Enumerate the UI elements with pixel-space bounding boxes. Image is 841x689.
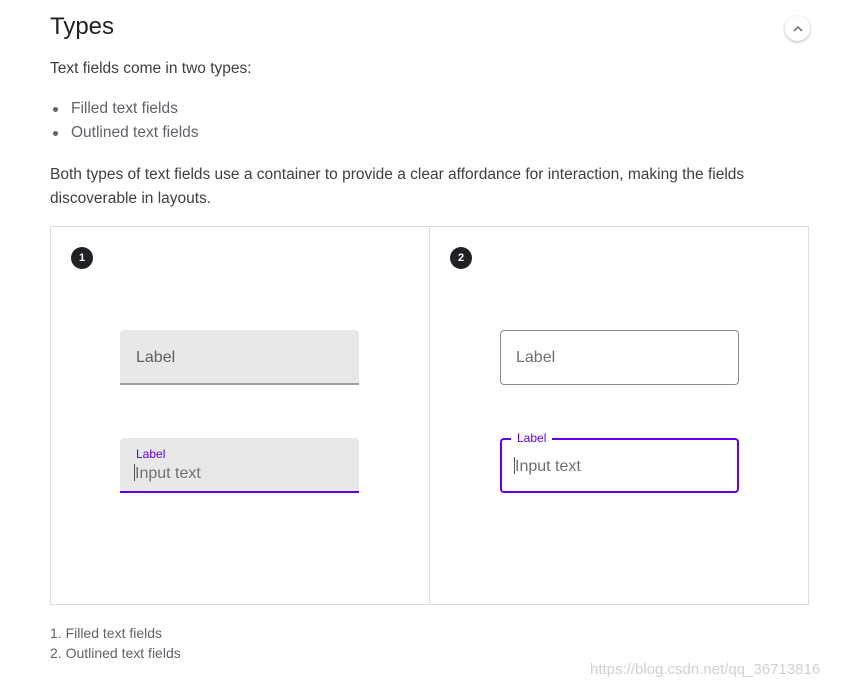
- filled-text-field-focused[interactable]: [120, 438, 359, 493]
- marker-2: 2: [450, 247, 472, 269]
- bullet-icon: [53, 131, 58, 136]
- outlined-field-notch-label: Label: [511, 431, 552, 445]
- outlined-field-label: Label: [516, 349, 556, 366]
- filled-field-label: Label: [136, 349, 176, 366]
- bullet-icon: [53, 107, 58, 112]
- list-item: [50, 99, 199, 123]
- filled-text-field-resting[interactable]: [120, 330, 359, 385]
- figure-caption: [50, 623, 181, 663]
- chevron-up-icon: [793, 25, 803, 32]
- intro-text: Text fields come in two types:: [50, 60, 252, 77]
- list-item: [50, 123, 199, 147]
- section-title: Types: [50, 13, 115, 40]
- outlined-text-field-focused[interactable]: [500, 431, 739, 493]
- outlined-field-input-value: Input text: [515, 458, 581, 475]
- filled-field-input-value: Input text: [135, 465, 201, 482]
- outlined-text-field-resting[interactable]: [500, 330, 739, 385]
- filled-field-floating-label: Label: [136, 447, 166, 461]
- caption-item-2: 2. Outlined text fields: [50, 645, 181, 661]
- collapse-button[interactable]: [785, 16, 810, 41]
- figure-panel: [50, 226, 809, 605]
- types-list: [50, 99, 199, 147]
- caption-item-1: 1. Filled text fields: [50, 625, 163, 641]
- list-item-label: Filled text fields: [71, 100, 178, 117]
- panel-divider: [429, 227, 430, 604]
- list-item-label: Outlined text fields: [71, 124, 199, 141]
- watermark-text: https://blog.csdn.net/qq_36713816: [590, 661, 821, 678]
- description-text: Both types of text fields use a container to provide a clear affordance for interaction, making the fields discoverable in layouts.: [50, 166, 745, 207]
- marker-1: 1: [71, 247, 93, 269]
